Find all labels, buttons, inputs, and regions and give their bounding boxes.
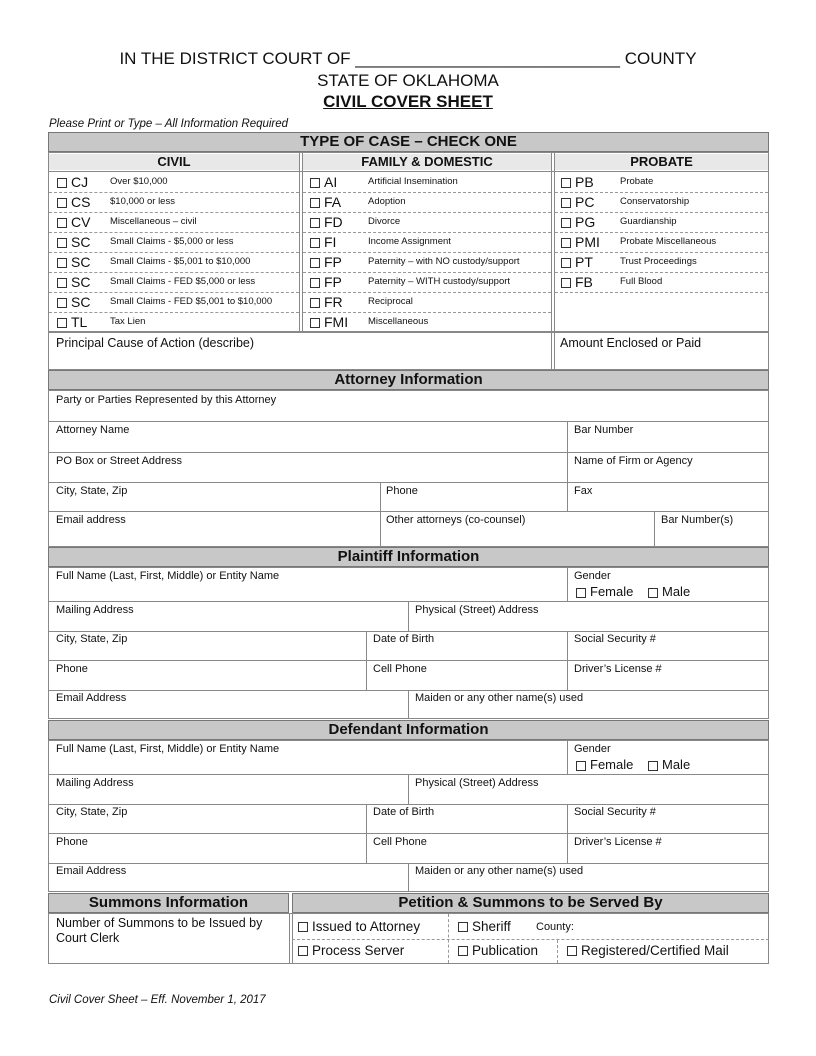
checkbox[interactable]: [310, 278, 320, 288]
checkbox[interactable]: [57, 298, 67, 308]
family-desc: Income Assignment: [368, 236, 451, 247]
checkbox[interactable]: [310, 238, 320, 248]
address-field[interactable]: PO Box or Street Address: [56, 455, 182, 467]
probate-option[interactable]: PB: [561, 173, 594, 191]
checkbox[interactable]: [648, 761, 658, 771]
checkbox[interactable]: [561, 218, 571, 228]
checkbox[interactable]: [561, 238, 571, 248]
defendant-name-field[interactable]: Full Name (Last, First, Middle) or Entity Name: [56, 743, 280, 755]
summons-header: Summons Information: [48, 893, 289, 913]
defendant-male-option[interactable]: Male: [648, 757, 690, 773]
checkbox[interactable]: [310, 258, 320, 268]
family-option[interactable]: FA: [310, 193, 341, 211]
family-option[interactable]: FMI: [310, 313, 348, 331]
checkbox[interactable]: [458, 922, 468, 932]
court-right: COUNTY: [624, 49, 697, 68]
plaintiff-dob-field[interactable]: Date of Birth: [373, 633, 435, 645]
probate-option[interactable]: PMI: [561, 233, 600, 251]
family-desc: Paternity – WITH custody/support: [368, 276, 511, 287]
civil-desc: Over $10,000: [110, 176, 168, 187]
co-counsel-field[interactable]: Other attorneys (co-counsel): [386, 514, 526, 526]
cause-field[interactable]: Principal Cause of Action (describe): [56, 336, 255, 350]
civil-option[interactable]: SC: [57, 273, 90, 291]
civil-desc: $10,000 or less: [110, 196, 175, 207]
civil-option[interactable]: CJ: [57, 173, 88, 191]
issued-to-attorney-option[interactable]: Issued to Attorney: [298, 918, 420, 936]
checkbox[interactable]: [310, 298, 320, 308]
checkbox[interactable]: [57, 178, 67, 188]
probate-option[interactable]: PG: [561, 213, 595, 231]
state-line: STATE OF OKLAHOMA: [317, 71, 499, 90]
checkbox[interactable]: [561, 198, 571, 208]
checkbox[interactable]: [458, 946, 468, 956]
plaintiff-mailing-field[interactable]: Mailing Address: [56, 604, 134, 616]
checkbox[interactable]: [310, 198, 320, 208]
plaintiff-phone-field[interactable]: Phone: [56, 663, 88, 675]
defendant-dob-field[interactable]: Date of Birth: [373, 806, 435, 818]
checkbox[interactable]: [57, 238, 67, 248]
checkbox[interactable]: [561, 178, 571, 188]
court-left: IN THE DISTRICT COURT OF: [119, 49, 351, 68]
plaintiff-physical-field[interactable]: Physical (Street) Address: [415, 604, 539, 616]
probate-desc: Guardianship: [620, 216, 677, 227]
family-option[interactable]: FR: [310, 293, 343, 311]
email-field[interactable]: Email address: [56, 514, 126, 526]
civil-desc: Small Claims - FED $5,001 to $10,000: [110, 296, 273, 307]
plaintiff-female-option[interactable]: Female: [576, 584, 633, 600]
checkbox[interactable]: [310, 318, 320, 328]
probate-option[interactable]: PT: [561, 253, 593, 271]
bar-number-field[interactable]: Bar Number: [574, 424, 634, 436]
case-type-header: TYPE OF CASE – CHECK ONE: [48, 132, 769, 152]
defendant-email-field[interactable]: Email Address: [56, 865, 127, 877]
civil-desc: Small Claims - $5,000 or less: [110, 236, 234, 247]
probate-desc: Probate Miscellaneous: [620, 236, 717, 247]
defendant-physical-field[interactable]: Physical (Street) Address: [415, 777, 539, 789]
checkbox[interactable]: [648, 588, 658, 598]
county-blank[interactable]: ____________________________: [355, 49, 621, 68]
checkbox[interactable]: [57, 218, 67, 228]
checkbox[interactable]: [576, 761, 586, 771]
civil-desc: Tax Lien: [110, 316, 146, 327]
party-field[interactable]: Party or Parties Represented by this Attorney: [56, 394, 277, 406]
civil-desc: Small Claims - FED $5,000 or less: [110, 276, 256, 287]
checkbox[interactable]: [576, 588, 586, 598]
plaintiff-name-field[interactable]: Full Name (Last, First, Middle) or Entity Name: [56, 570, 280, 582]
defendant-gender-label: Gender: [574, 743, 611, 755]
family-option[interactable]: FD: [310, 213, 343, 231]
court-line: [0, 49, 816, 69]
defendant-phone-field[interactable]: Phone: [56, 836, 88, 848]
plaintiff-cell-field[interactable]: Cell Phone: [373, 663, 427, 675]
certified-mail-option[interactable]: Registered/Certified Mail: [567, 942, 729, 960]
fax-field[interactable]: Fax: [574, 485, 593, 497]
defendant-city-field[interactable]: City, State, Zip: [56, 806, 128, 818]
city-field[interactable]: City, State, Zip: [56, 485, 128, 497]
footer-text: Civil Cover Sheet – Eff. November 1, 2017: [49, 994, 266, 1006]
publication-option[interactable]: Publication: [458, 942, 538, 960]
checkbox[interactable]: [310, 218, 320, 228]
civil-option[interactable]: CS: [57, 193, 90, 211]
family-option[interactable]: FP: [310, 253, 342, 271]
checkbox[interactable]: [57, 318, 67, 328]
family-desc: Adoption: [368, 196, 406, 207]
family-desc: Artificial Insemination: [368, 176, 458, 187]
plaintiff-maiden-field[interactable]: Maiden or any other name(s) used: [415, 692, 584, 704]
checkbox[interactable]: [57, 278, 67, 288]
checkbox[interactable]: [57, 198, 67, 208]
checkbox[interactable]: [298, 946, 308, 956]
defendant-header: Defendant Information: [48, 720, 769, 740]
probate-desc: Conservatorship: [620, 196, 690, 207]
summons-count-field[interactable]: Number of Summons to be Issued by Court Clerk: [56, 916, 263, 945]
amount-field[interactable]: Amount Enclosed or Paid: [560, 336, 702, 350]
civil-header: CIVIL: [49, 154, 299, 170]
family-desc: Reciprocal: [368, 296, 413, 307]
sheriff-option[interactable]: Sheriff: [458, 918, 511, 936]
defendant-ssn-field[interactable]: Social Security #: [574, 806, 656, 818]
defendant-cell-field[interactable]: Cell Phone: [373, 836, 427, 848]
plaintiff-email-field[interactable]: Email Address: [56, 692, 127, 704]
family-header: FAMILY & DOMESTIC: [303, 154, 551, 170]
checkbox[interactable]: [298, 922, 308, 932]
served-by-header: Petition & Summons to be Served By: [292, 893, 769, 913]
civil-option[interactable]: SC: [57, 253, 90, 271]
family-desc: Miscellaneous: [368, 316, 429, 327]
plaintiff-gender-label: Gender: [574, 570, 611, 582]
probate-option[interactable]: PC: [561, 193, 594, 211]
attorney-name-field[interactable]: Attorney Name: [56, 424, 130, 436]
plaintiff-license-field[interactable]: Driver’s License #: [574, 663, 662, 675]
probate-header: PROBATE: [555, 154, 768, 170]
checkbox[interactable]: [310, 178, 320, 188]
probate-desc: Probate: [620, 176, 654, 187]
form-title: CIVIL COVER SHEET: [323, 92, 493, 111]
civil-desc: Small Claims - $5,001 to $10,000: [110, 256, 251, 267]
civil-desc: Miscellaneous – civil: [110, 216, 197, 227]
defendant-female-option[interactable]: Female: [576, 757, 633, 773]
family-desc: Paternity – with NO custody/support: [368, 256, 520, 267]
checkbox[interactable]: [567, 946, 577, 956]
plaintiff-city-field[interactable]: City, State, Zip: [56, 633, 128, 645]
firm-field[interactable]: Name of Firm or Agency: [574, 455, 693, 467]
defendant-license-field[interactable]: Driver’s License #: [574, 836, 662, 848]
family-option[interactable]: AI: [310, 173, 337, 191]
county-field[interactable]: County:: [536, 921, 574, 933]
phone-field[interactable]: Phone: [386, 485, 418, 497]
attorney-header: Attorney Information: [48, 370, 769, 390]
instructions: Please Print or Type – All Information Required: [49, 118, 289, 130]
civil-option[interactable]: TL: [57, 313, 87, 331]
plaintiff-header: Plaintiff Information: [48, 547, 769, 567]
defendant-maiden-field[interactable]: Maiden or any other name(s) used: [415, 865, 584, 877]
bar-numbers-field[interactable]: Bar Number(s): [661, 514, 734, 526]
checkbox[interactable]: [561, 258, 571, 268]
civil-option[interactable]: SC: [57, 293, 90, 311]
checkbox[interactable]: [561, 278, 571, 288]
probate-option[interactable]: FB: [561, 273, 593, 291]
family-option[interactable]: FP: [310, 273, 342, 291]
family-desc: Divorce: [368, 216, 401, 227]
civil-option[interactable]: SC: [57, 233, 90, 251]
process-server-option[interactable]: Process Server: [298, 942, 404, 960]
defendant-mailing-field[interactable]: Mailing Address: [56, 777, 134, 789]
family-option[interactable]: FI: [310, 233, 336, 251]
probate-desc: Trust Proceedings: [620, 256, 697, 267]
checkbox[interactable]: [57, 258, 67, 268]
plaintiff-male-option[interactable]: Male: [648, 584, 690, 600]
probate-desc: Full Blood: [620, 276, 663, 287]
plaintiff-ssn-field[interactable]: Social Security #: [574, 633, 656, 645]
civil-option[interactable]: CV: [57, 213, 90, 231]
